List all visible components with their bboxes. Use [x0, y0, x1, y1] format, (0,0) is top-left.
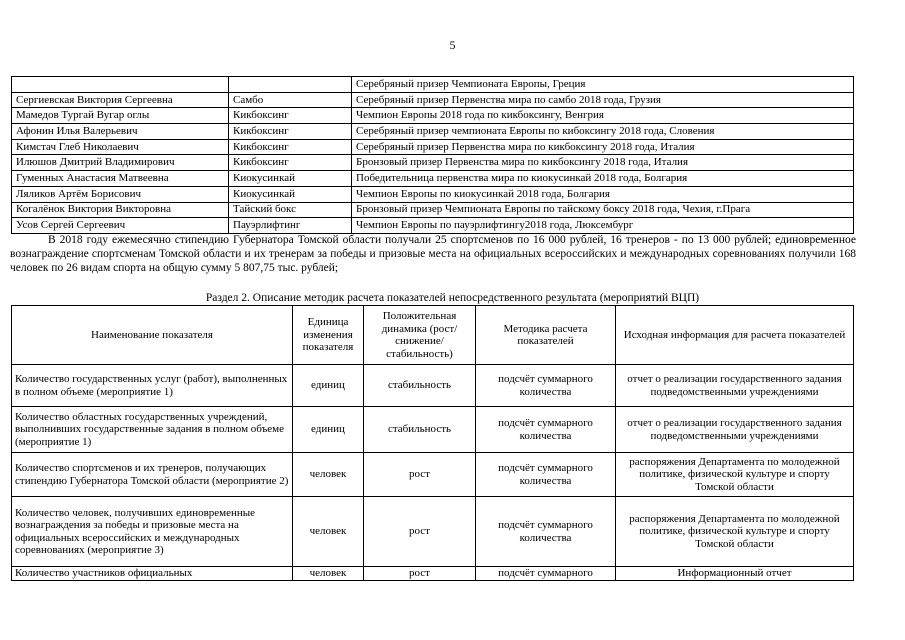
unit: единиц: [293, 365, 364, 407]
header-dynamics: Положительная динамика (рост/ снижение/ стабильность): [364, 306, 476, 365]
method: подсчёт суммарного количества: [476, 407, 616, 453]
athlete-name: Сергиевская Виктория Сергеевна: [12, 92, 229, 108]
sport: Самбо: [229, 92, 352, 108]
achievement: Серебряный призер чемпионата Европы по кибоксингу 2018 года, Словения: [352, 124, 854, 140]
indicator-name: Количество человек, получивших единовременные вознаграждения за победы и призовые места на официальных всероссийских и международных соревнованиях (мероприятие 3): [12, 497, 293, 567]
sport: Кикбоксинг: [229, 108, 352, 124]
table-row: [12, 567, 854, 581]
sport: Кикбоксинг: [229, 124, 352, 140]
achievement: Победительница первенства мира по киокусинкай 2018 года, Болгария: [352, 171, 854, 187]
table-row: [12, 124, 854, 140]
athlete-name: Усов Сергей Сергеевич: [12, 218, 229, 234]
indicator-name: Количество государственных услуг (работ), выполненных в полном объеме (мероприятие 1): [12, 365, 293, 407]
achievement: Чемпион Европы по пауэрлифтингу2018 года, Люксембург: [352, 218, 854, 234]
methodology-table: [11, 305, 854, 581]
source: Информационный отчет: [616, 567, 854, 581]
athlete-name: [12, 77, 229, 93]
awards-table: [11, 76, 854, 234]
dynamics: рост: [364, 567, 476, 581]
unit: человек: [293, 567, 364, 581]
indicator-name: Количество областных государственных учреждений, выполнивших государственные задания в полном объеме (мероприятие 1): [12, 407, 293, 453]
achievement: Серебряный призер Чемпионата Европы, Греция: [352, 77, 854, 93]
dynamics: рост: [364, 453, 476, 497]
table-row: [12, 218, 854, 234]
table-row: [12, 202, 854, 218]
achievement: Бронзовый призер Чемпионата Европы по тайскому боксу 2018 года, Чехия, г.Прага: [352, 202, 854, 218]
method: подсчёт суммарного количества: [476, 453, 616, 497]
athlete-name: Афонин Илья Валерьевич: [12, 124, 229, 140]
indicator-name: Количество спортсменов и их тренеров, получающих стипендию Губернатора Томской области (мероприятие 2): [12, 453, 293, 497]
unit: человек: [293, 453, 364, 497]
header-source: Исходная информация для расчета показателей: [616, 306, 854, 365]
sport: Тайский бокс: [229, 202, 352, 218]
header-method: Методика расчета показателей: [476, 306, 616, 365]
source: распоряжения Департамента по молодежной политике, физической культуре и спорту Томской области: [616, 453, 854, 497]
unit: единиц: [293, 407, 364, 453]
dynamics: стабильность: [364, 407, 476, 453]
achievement: Серебряный призер Первенства мира по самбо 2018 года, Грузия: [352, 92, 854, 108]
page-number: 5: [449, 38, 456, 52]
sport: Киокусинкай: [229, 171, 352, 187]
achievement: Чемпион Европы по киокусинкай 2018 года, Болгария: [352, 186, 854, 202]
athlete-name: Кимстач Глеб Николаевич: [12, 139, 229, 155]
achievement: Серебряный призер Первенства мира по кикбоксингу 2018 года, Италия: [352, 139, 854, 155]
athlete-name: Илюшов Дмитрий Владимирович: [12, 155, 229, 171]
source: отчет о реализации государственного задания подведомственными учреждениями: [616, 407, 854, 453]
source: распоряжения Департамента по молодежной политике, физической культуре и спорту Томской области: [616, 497, 854, 567]
athlete-name: Когалёнок Виктория Викторовна: [12, 202, 229, 218]
achievement: Бронзовый призер Первенства мира по кикбоксингу 2018 года, Италия: [352, 155, 854, 171]
table-header-row: [12, 306, 854, 365]
athlete-name: Ляликов Артём Борисович: [12, 186, 229, 202]
table-row: [12, 453, 854, 497]
table-row: [12, 365, 854, 407]
sport: Киокусинкай: [229, 186, 352, 202]
method: подсчёт суммарного количества: [476, 365, 616, 407]
table-row: [12, 139, 854, 155]
source: отчет о реализации государственного задания подведомственными учреждениями: [616, 365, 854, 407]
sport: Кикбоксинг: [229, 155, 352, 171]
sport: Кикбоксинг: [229, 139, 352, 155]
header-indicator-name: Наименование показателя: [12, 306, 293, 365]
section-title: Раздел 2. Описание методик расчета показателей непосредственного результата (мероприятий ВЦП): [205, 292, 700, 304]
unit: человек: [293, 497, 364, 567]
table-row: [12, 108, 854, 124]
method: подсчёт суммарного: [476, 567, 616, 581]
table-row: [12, 407, 854, 453]
dynamics: рост: [364, 497, 476, 567]
sport: [229, 77, 352, 93]
sport: Пауэрлифтинг: [229, 218, 352, 234]
achievement: Чемпион Европы 2018 года по кикбоксингу, Венгрия: [352, 108, 854, 124]
header-unit: Единица изменения показателя: [293, 306, 364, 365]
athlete-name: Гуменных Анастасия Матвеевна: [12, 171, 229, 187]
method: подсчёт суммарного количества: [476, 497, 616, 567]
table-row: [12, 155, 854, 171]
athlete-name: Мамедов Тургай Вугар оглы: [12, 108, 229, 124]
table-row: [12, 497, 854, 567]
indicator-name: Количество участников официальных: [12, 567, 293, 581]
table-row: [12, 186, 854, 202]
table-row: [12, 92, 854, 108]
table-row: [12, 171, 854, 187]
dynamics: стабильность: [364, 365, 476, 407]
table-row: [12, 77, 854, 93]
scholarship-paragraph: В 2018 году ежемесячно стипендию Губернатора Томской области получали 25 спортсменов по 16 000 рублей, 16 тренеров - по 13 000 рублей; единовременное вознаграждение спортсменам Томской области и их тренерам за победы и призовые места на официальных всероссийских и международных соревнованиях получили 168 человек по 26 видам спорта на общую сумму 5 807,75 тыс. рублей;: [10, 234, 856, 274]
